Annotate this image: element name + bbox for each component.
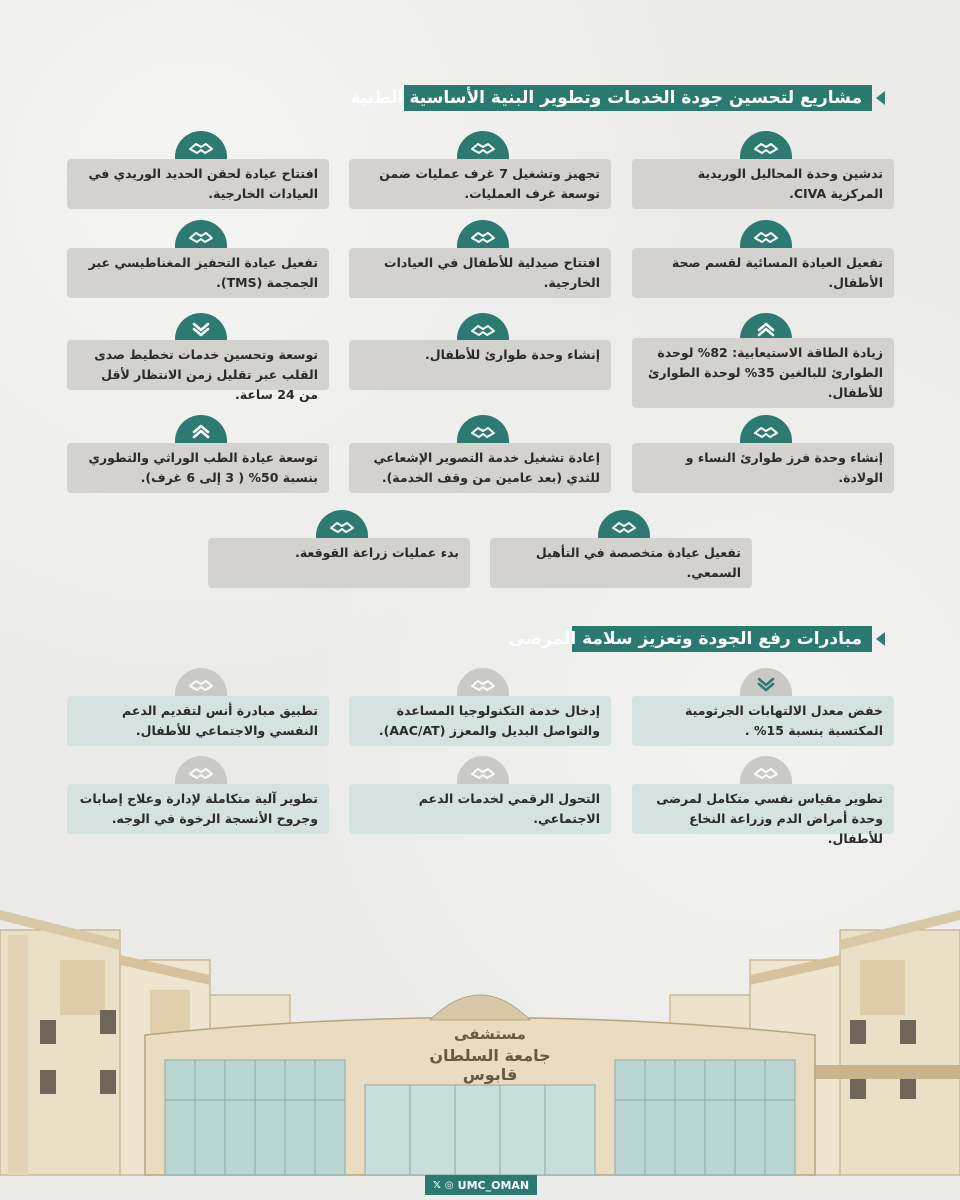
card-text: توسعة وتحسين خدمات تخطيط صدى القلب عبر تقليل زمن الانتظار لأقل من 24 ساعة. bbox=[94, 347, 318, 402]
card-text: تجهيز وتشغيل 7 غرف عمليات ضمن توسعة غرف العمليات. bbox=[379, 166, 600, 201]
card-text: توسعة عيادة الطب الوراثي والتطوري بنسبة 50% ( 3 إلى 6 غرف). bbox=[88, 450, 318, 485]
card-text: إنشاء وحدة طوارئ للأطفال. bbox=[424, 347, 600, 362]
project-card bbox=[490, 538, 752, 588]
card-text: تفعيل العيادة المسائية لقسم صحة الأطفال. bbox=[671, 255, 883, 290]
section2-header bbox=[508, 626, 885, 652]
project-card bbox=[349, 159, 611, 209]
initiative-card bbox=[67, 696, 329, 746]
initiative-card bbox=[349, 696, 611, 746]
card-text: زيادة الطاقة الاستيعابية: 82% لوحدة الطوارئ للبالغين 35% لوحدة الطوارئ للأطفال. bbox=[647, 345, 883, 400]
project-card bbox=[349, 340, 611, 390]
arrow-icon bbox=[876, 91, 885, 105]
card-text: تطوير مقياس نفسي متكامل لمرضى وحدة أمراض الدم وزراعة النخاع للأطفال. bbox=[656, 791, 883, 846]
instagram-icon: ◎ bbox=[444, 1179, 454, 1191]
card-text: افتتاح عيادة لحقن الحديد الوريدي في العيادات الخارجية. bbox=[88, 166, 318, 201]
project-card bbox=[349, 443, 611, 493]
card-text: إعادة تشغيل خدمة التصوير الإشعاعي للثدي (بعد عامين من وقف الخدمة). bbox=[373, 450, 600, 485]
card-text: افتتاح صيدلية للأطفال في العيادات الخارجية. bbox=[384, 255, 600, 290]
card-text: إنشاء وحدة فرز طوارئ النساء و الولادة. bbox=[685, 450, 883, 485]
building-sign-line1: مستشفى bbox=[454, 1025, 526, 1043]
card-text: تطبيق مبادرة أنس لتقديم الدعم النفسي والاجتماعي للأطفال. bbox=[122, 703, 318, 738]
project-card bbox=[67, 159, 329, 209]
x-icon: 𝕏 bbox=[432, 1179, 441, 1191]
initiative-card bbox=[67, 784, 329, 834]
arrow-icon bbox=[876, 632, 885, 646]
project-card bbox=[632, 443, 894, 493]
initiative-card bbox=[632, 696, 894, 746]
project-card bbox=[632, 338, 894, 408]
card-text: إدخال خدمة التكنولوجيا المساعدة والتواصل البديل والمعزز (AAC/AT). bbox=[378, 703, 600, 738]
card-text: تفعيل عيادة متخصصة في التأهيل السمعي. bbox=[535, 545, 741, 580]
project-card bbox=[632, 248, 894, 298]
project-card bbox=[67, 248, 329, 298]
section2-title: مبادرات رفع الجودة وتعزيز سلامة المرضى bbox=[572, 626, 872, 652]
social-handle-badge[interactable] bbox=[425, 1175, 537, 1195]
card-text: بدء عمليات زراعة القوقعة. bbox=[295, 545, 459, 560]
card-text: تفعيل عيادة التحفيز المغناطيسي عبر الجمجمة (TMS). bbox=[88, 255, 318, 290]
initiative-card bbox=[632, 784, 894, 846]
section1-title: مشاريع لتحسين جودة الخدمات وتطوير البنية الأساسية الطبية bbox=[404, 85, 872, 111]
card-text: تدشين وحدة المحاليل الوريدية المركزية CIVA. bbox=[697, 166, 883, 201]
card-text: التحول الرقمي لخدمات الدعم الاجتماعي. bbox=[418, 791, 600, 826]
project-card bbox=[67, 340, 329, 402]
section1-header bbox=[350, 85, 885, 111]
card-text: تطوير آلية متكاملة لإدارة وعلاج إصابات وجروح الأنسجة الرخوة في الوجه. bbox=[79, 791, 318, 826]
social-handle: UMC_OMAN bbox=[457, 1178, 530, 1192]
project-card bbox=[632, 159, 894, 209]
building-sign-line2: جامعة السلطان قابوس bbox=[429, 1046, 551, 1084]
project-card bbox=[349, 248, 611, 298]
initiative-card bbox=[349, 784, 611, 834]
project-card bbox=[67, 443, 329, 493]
project-card bbox=[208, 538, 470, 588]
card-text: خفض معدل الالتهابات الجرثومية المكتسبة بنسبة 15% . bbox=[685, 703, 883, 738]
